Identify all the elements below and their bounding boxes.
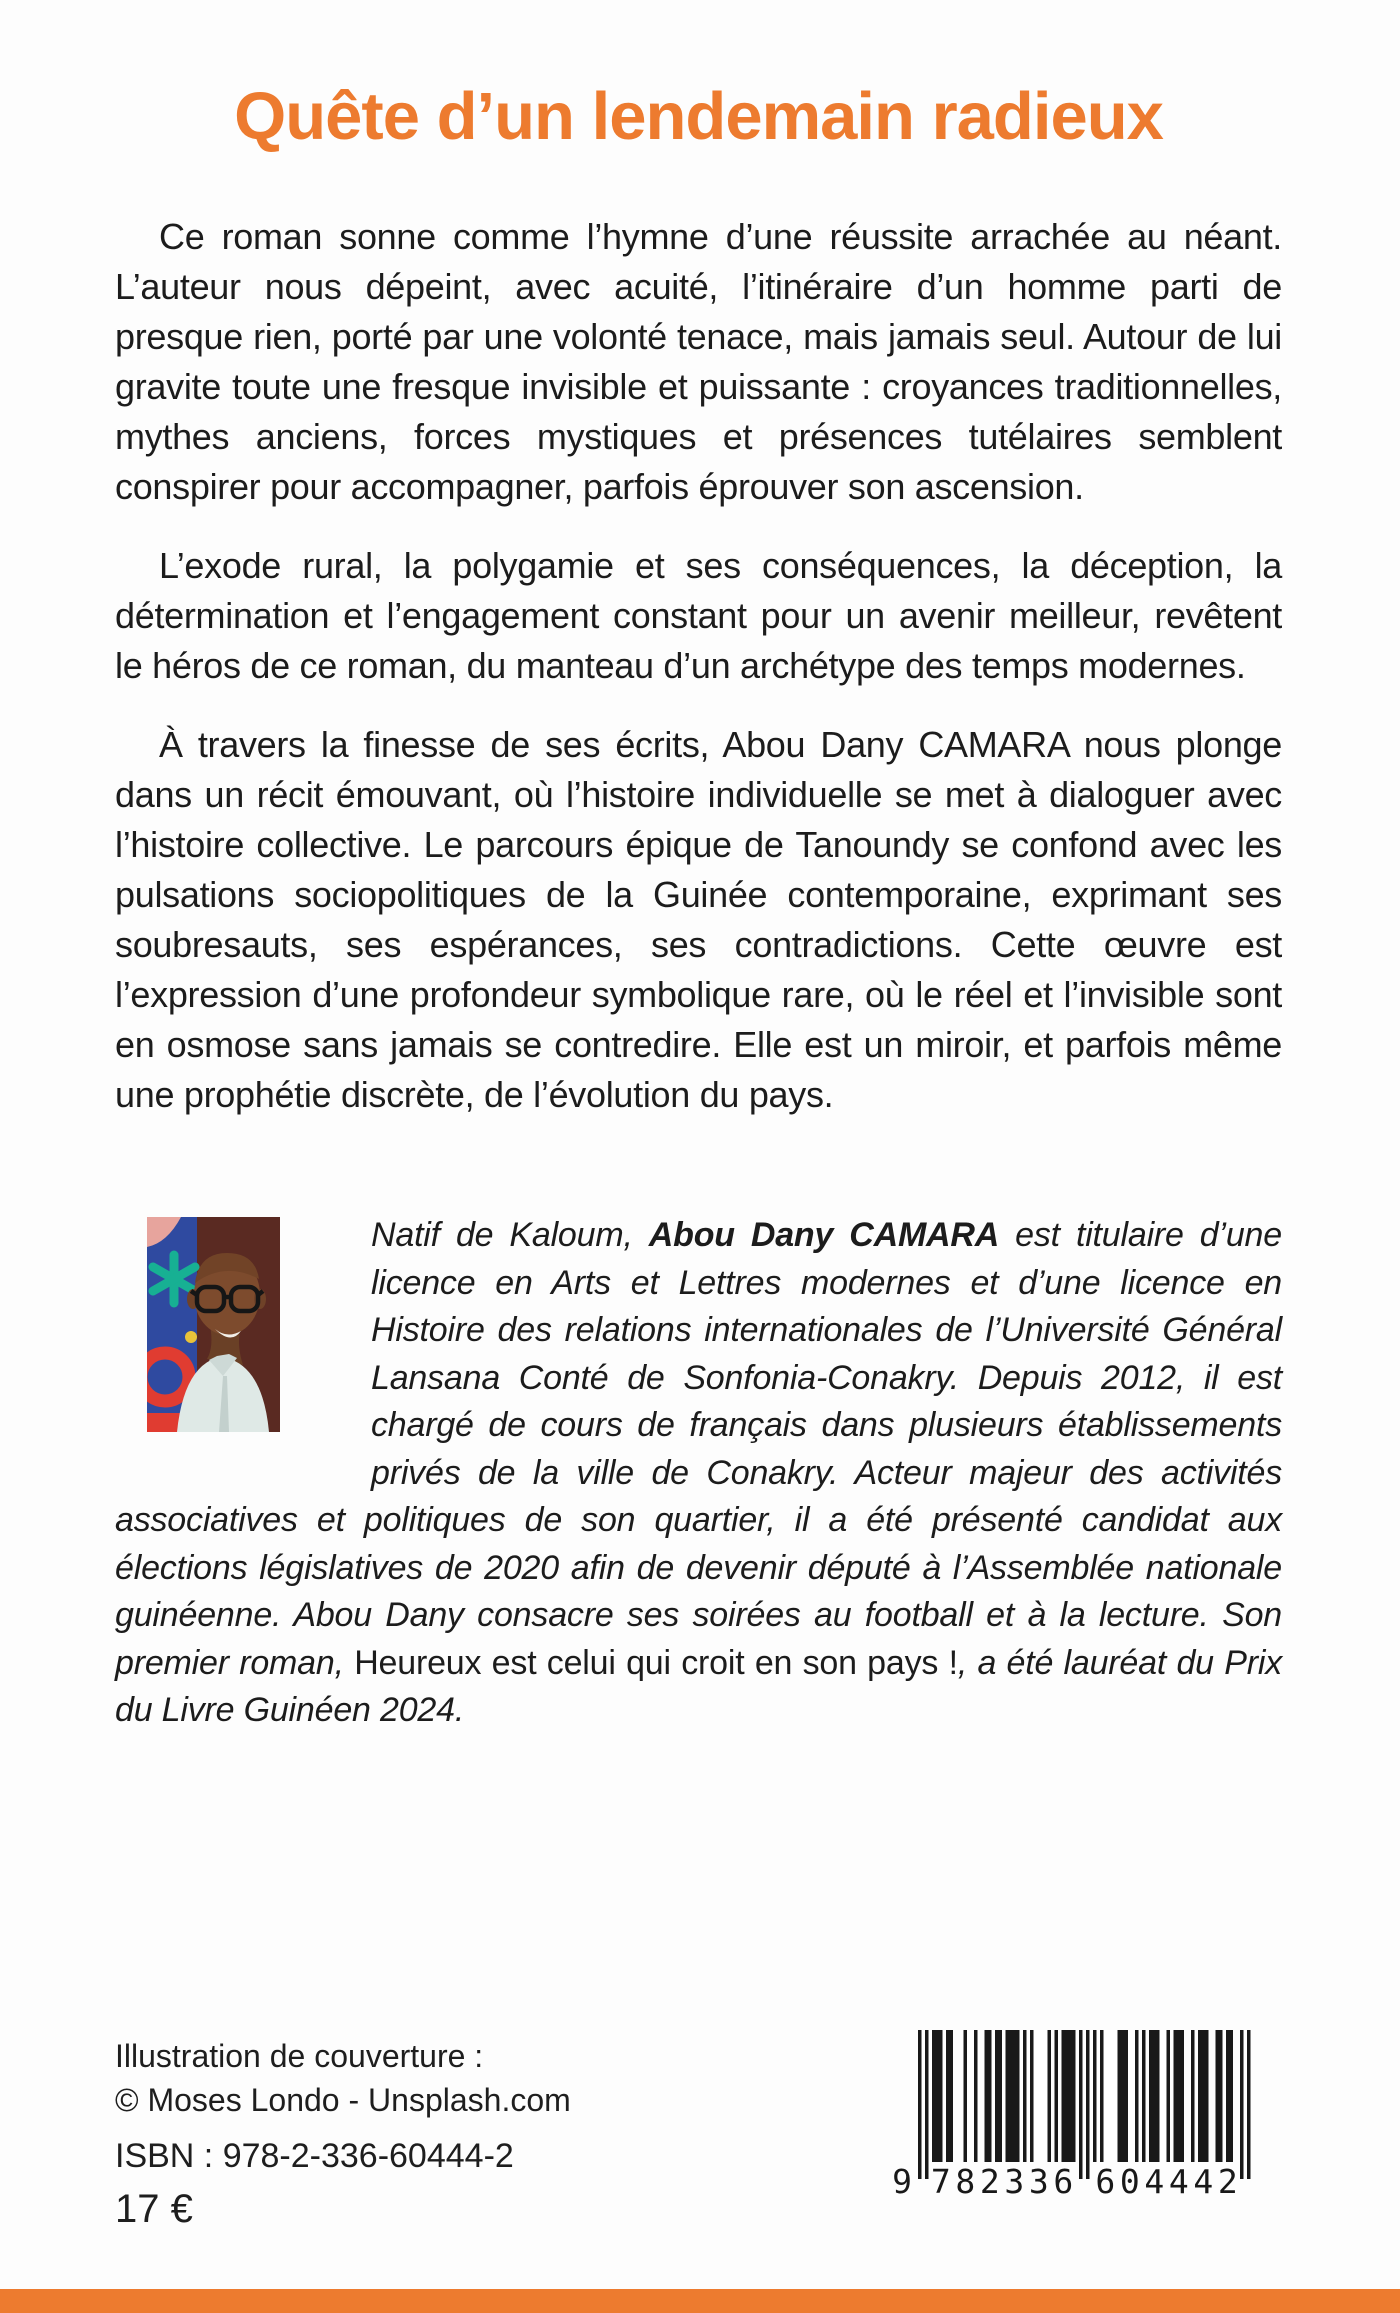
author-name: Abou Dany CAMARA: [648, 1216, 1000, 1255]
svg-text:6: 6: [1053, 2162, 1074, 2198]
svg-text:4: 4: [1144, 2162, 1165, 2198]
back-cover-content: [0, 79, 1400, 1735]
synopsis: [115, 212, 1282, 1120]
bio-intro: Natif de Kaloum,: [371, 1216, 649, 1255]
synopsis-paragraph-2: L’exode rural, la polygamie et ses conséquences, la déception, la détermination et l’engagement constant pour un avenir meilleur, revêtent le héros de ce roman, du manteau d’un archétype des temps modernes.: [115, 545, 1282, 687]
svg-text:3: 3: [1028, 2162, 1049, 2198]
svg-text:7: 7: [930, 2162, 951, 2198]
synopsis-paragraph-1: Ce roman sonne comme l’hymne d’une réussite arrachée au néant. L’auteur nous dépeint, avec acuité, l’itinéraire d’un homme parti de presque rien, porté par une volonté tenace, mais jamais seul. Autour de lui gravite toute une fresque invisible et puissante : croyances traditionnelles, mythes anciens, forces mystiques et présences tutélaires semblent conspirer pour accompagner, parfois éprouver son ascension.: [115, 216, 1282, 508]
cover-illustration-credit-line2: © Moses Londo - Unsplash.com: [115, 2082, 571, 2118]
svg-text:2: 2: [1217, 2162, 1238, 2198]
novel-title: Heureux est celui qui croit en son pays !: [354, 1643, 958, 1682]
book-back-cover: [0, 79, 1400, 2313]
svg-text:3: 3: [1004, 2162, 1025, 2198]
credits-block: [115, 2034, 571, 2231]
barcode: [886, 2030, 1258, 2203]
ean13-barcode: [886, 2030, 1258, 2198]
svg-text:2: 2: [979, 2162, 1000, 2198]
cover-illustration-credit-line1: Illustration de couverture :: [115, 2038, 484, 2074]
bio-middle: est titulaire d’une licence en Arts et Lettres modernes et d’une licence en Histoire des relations internationales de l’Université Général Lansana Conté de Sonfonia-Conakry. Depuis 2012, il est chargé de cours de français dans plusieurs établissements privés de la ville de Conakry. Acteur majeur des activités associatives et politiques de son quartier, il a été présenté candidat aux élections législatives de 2020 afin de devenir député à l’Assemblée nationale guinéenne. Abou Dany consacre ses soirées au football et à la lecture. Son premier roman,: [115, 1216, 1282, 1682]
author-photo: [147, 1217, 280, 1432]
svg-text:4: 4: [1193, 2162, 1214, 2198]
author-bio-section: [115, 1212, 1282, 1735]
svg-text:4: 4: [1168, 2162, 1189, 2198]
collection-band: [0, 2289, 1400, 2313]
svg-text:9: 9: [892, 2162, 912, 2198]
author-photo-frame: [115, 1212, 371, 1497]
svg-text:6: 6: [1095, 2162, 1116, 2198]
bio-end: , a été lauréat du Prix du Livre Guinéen 2024.: [115, 1643, 1282, 1730]
price: 17 €: [115, 2187, 193, 2231]
isbn: ISBN : 978-2-336-60444-2: [115, 2137, 514, 2175]
svg-text:8: 8: [955, 2162, 976, 2198]
synopsis-paragraph-3: À travers la finesse de ses écrits, Abou Dany CAMARA nous plonge dans un récit émouvant, où l’histoire individuelle se met à dialoguer avec l’histoire collective. Le parcours épique de Tanoundy se confond avec les pulsations sociopolitiques de la Guinée contemporaine, exprimant ses soubresauts, ses espérances, ses contradictions. Cette œuvre est l’expression d’une profondeur symbolique rare, où le réel et l’invisible sont en osmose sans jamais se contredire. Elle est un miroir, et parfois même une prophétie discrète, de l’évolution du pays.: [115, 724, 1282, 1116]
book-title: Quête d’un lendemain radieux: [234, 79, 1163, 154]
svg-text:0: 0: [1119, 2162, 1140, 2198]
